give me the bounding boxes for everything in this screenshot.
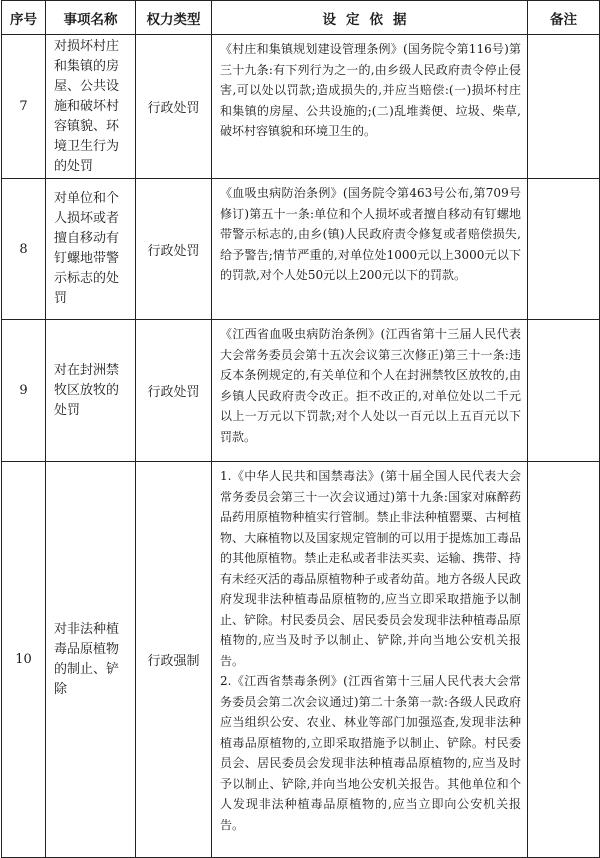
header-no: 序号 xyxy=(2,1,46,35)
header-basis: 设定依据 xyxy=(212,1,528,35)
table-header-row xyxy=(2,1,600,35)
basis-paragraph: 2.《江西省禁毒条例》(江西省第十三届人民代表大会常务委员会第二次会议通过)第二十条第一款:各级人民政府应当组织公安、农业、林业等部门加强巡查,发现非法种植毒品原植物的,立即采取措施予以制止、铲除。村民委员会、居民委员会发现非法种植毒品原植物的,应当及时予以制止、铲除,并向当地公安机关报告。其他单位和个人发现非法种植毒品原植物的,应当立即向公安机关报告。 xyxy=(220,674,521,832)
row-basis xyxy=(212,462,528,858)
row-note xyxy=(528,179,600,320)
row-note xyxy=(528,462,600,858)
row-item-name: 对单位和个人损坏或者擅自移动有钉螺地带警示标志的处罚 xyxy=(46,179,136,320)
row-power-type: 行政强制 xyxy=(136,462,212,858)
table-row xyxy=(2,320,600,462)
basis-paragraph: 《江西省血吸虫病防治条例》(江西省第十三届人民代表大会常务委员会第十五次会议第三次修正)第三十一条:违反本条例规定的,有关单位和个人在封洲禁牧区放牧的,由乡镇人民政府责令改正。拒不改正的,对单位处以二千元以上一万元以下罚款;对个人处以一百元以上五百元以下罚款。 xyxy=(220,327,521,444)
row-note xyxy=(528,320,600,462)
row-no: 9 xyxy=(2,320,46,462)
basis-paragraph: 《村庄和集镇规划建设管理条例》(国务院令第116号)第三十九条:有下列行为之一的,由乡级人民政府责令停止侵害,可以处以罚款;造成损失的,并应当赔偿:(一)损坏村庄和集镇的房屋、公共设施的;(二)乱堆粪便、垃圾、柴草,破坏村容镇貌和环境卫生的。 xyxy=(220,42,521,138)
row-no: 8 xyxy=(2,179,46,320)
row-power-type: 行政处罚 xyxy=(136,320,212,462)
header-type: 权力类型 xyxy=(136,1,212,35)
table-row xyxy=(2,179,600,320)
row-power-type: 行政处罚 xyxy=(136,179,212,320)
row-item-name: 对损坏村庄和集镇的房屋、公共设施和破坏村容镇貌、环境卫生行为的处罚 xyxy=(46,35,136,179)
row-basis xyxy=(212,35,528,179)
header-note: 备注 xyxy=(528,1,600,35)
table-row xyxy=(2,35,600,179)
row-no: 10 xyxy=(2,462,46,858)
basis-paragraph: 《血吸虫病防治条例》(国务院令第463号公布,第709号修订)第五十一条:单位和个人损坏或者擅自移动有钉螺地带警示标志的,由乡(镇)人民政府责令修复或者赔偿损失,给予警告;情节严重的,对单位处1000元以上3000元以下的罚款,对个人处50元以上200元以下的罚款。 xyxy=(220,186,521,282)
row-note xyxy=(528,35,600,179)
row-basis xyxy=(212,179,528,320)
row-item-name: 对在封洲禁牧区放牧的处罚 xyxy=(46,320,136,462)
header-name: 事项名称 xyxy=(46,1,136,35)
table-row xyxy=(2,462,600,858)
row-power-type: 行政处罚 xyxy=(136,35,212,179)
row-no: 7 xyxy=(2,35,46,179)
power-list-table xyxy=(1,0,600,858)
row-item-name: 对非法种植毒品原植物的制止、铲除 xyxy=(46,462,136,858)
basis-paragraph: 1.《中华人民共和国禁毒法》(第十届全国人民代表大会常务委员会第三十一次会议通过)第十九条:国家对麻醉药品药用原植物种植实行管制。禁止非法种植罂粟、古柯植物、大麻植物以及国家规定管制的可以用于提炼加工毒品的其他原植物。禁止走私或者非法买卖、运输、携带、持有未经灭活的毒品原植物种子或者幼苗。地方各级人民政府发现非法种植毒品原植物的,应当立即采取措施予以制止、铲除。村民委员会、居民委员会发现非法种植毒品原植物的,应当及时予以制止、铲除,并向当地公安机关报告。 xyxy=(220,469,521,668)
row-basis xyxy=(212,320,528,462)
